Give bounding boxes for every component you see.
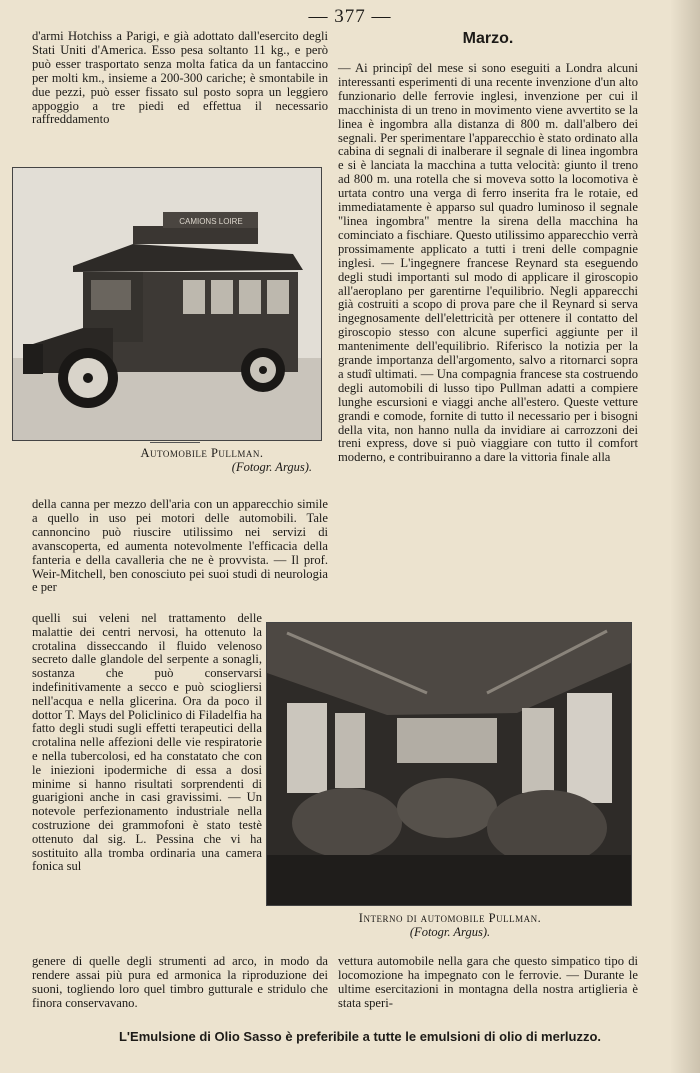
right-top-paragraph: — Ai principî del mese si sono eseguiti a Londra alcuni interessanti esperimenti di una recente invenzione d'un alto funzionario delle ferrovie inglesi, invenzione per cui il macchinista di un treno in movimento viene avvertito se la linea è ingombra alla distanza di 800 m. dall'albero dei segnali. Per sperimentare l'apparecchio è stato ordinato alla cabina di segnali di inalberare il segnale di linea ingombra e si è lanciata la macchina a tutta velocità: giunto il treno ad 800 m. una rotella che si moveva sotto la locomotiva è urtata contro una verga di ferro inserita fra le rotaie, ed immediatamente è apparso sul quadro luminoso il segnale "linea ingombra" mentre la sirena della macchina ha cominciato a fischiare. Questo utilissimo apparecchio verrà prossimamente applicato a tutti i treni delle compagnie inglesi. — L'ingegnere francese Reynard sta eseguendo degli studi importanti sul modo di applicare il giroscopio all'aeroplano per garentirne l'equilibrio. Negli apparecchi già costruiti a scopo di prova pare che il Reynard si serva ingegnosamente dell'elettricità per ottenere il contatto del giroscopio stesso con alcune superfici aggiunte per il mantenimente dell'equilibrio. Riferisco la notizia per la grande importanza dell'argomento, salvo a ritornarci sopra a studî ultimati. — Una compagnia francese sta costruendo degli automobili di lusso tipo Pullman adatti a compiere lunghe escursioni e viaggi anche all'estero. Queste vetture grandi e comode, fornite di tutto il necessario per i bisogni della vita, non hanno nulla da invidiare ai carrozzoni dei treni express, dove si può viaggiare con tutto il comfort moderno, e contribuiranno a dare la vittoria finale alla: [338, 61, 638, 465]
left-narrow-text: [32, 612, 262, 874]
right-top-text: [338, 62, 638, 465]
bus-illustration: [13, 168, 321, 440]
left-narrow-paragraph: quelli sui veleni nel trattamento delle malattie dei centri nervosi, ha ottenuto la crotalina disseccando il fluido velenoso secreto dalle glandole del serpente a sonagli, sostanza che può conservarsi indefinitivamente a secco e può sciogliersi nell'acqua e nella glicerina. Ora da poco il dottor T. Mays del Policlinico di Filadelfia ha fatto degli studi sugli effetti terapeutici della crotalina nelle affezioni delle vie respiratorie e nella tubercolosi, ed ha constatato che con le iniezioni ipodermiche di essa a dosi minime si hanno risultati sorprendenti di guarigioni anche in casi gravissimi. — Un notevole perfezionamento industriale nella costruzione dei grammofoni è stato testè ottenuto dal sig. L. Pessina che vi ha sostituito alla tromba ordinaria una camera fonica sul: [32, 611, 262, 874]
left-bottom-paragraph: genere di quelle degli strumenti ad arco, in modo da rendere assai più pura ed armonica la riproduzione dei suoni, togliendo loro quel timbro gutturale e stridulo che finora conservavano.: [32, 954, 328, 1010]
photo2-credit: (Fotogr. Argus).: [409, 925, 491, 939]
left-mid-text: [32, 498, 328, 595]
photo1-caption-block: [72, 446, 332, 474]
photo1-credit: (Fotogr. Argus).: [231, 460, 312, 474]
right-bottom-paragraph: vettura automobile nella gara che questo simpatico tipo di locomozione ha impegnato con le ferrovie. — Durante le ultime esercitazioni in montagna della nostra artiglieria è stata speri-: [338, 954, 638, 1010]
page-number: — 377 —: [308, 6, 392, 27]
advertisement-footer: L'Emulsione di Olio Sasso è preferibile a tutte le emulsioni di olio di merluzzo.: [118, 1029, 601, 1044]
right-bottom-text: [338, 955, 638, 1011]
photo2-caption: Interno di automobile Pullman.: [358, 911, 542, 925]
left-top-paragraph: d'armi Hotchiss a Parigi, e già adottato dall'esercito degli Stati Uniti d'America. Esso pesa soltanto 11 kg., e però può esser trasportato senza molta fatica da un fantaccino per molti km., insieme a 200-300 cariche; è smontabile in due pezzi, può esser fissato sul posto sopra un leggiero appoggio a tre piedi ed effettua il necessario raffreddamento: [32, 29, 328, 127]
bus-sign-text: CAMIONS LOIRE: [179, 217, 243, 226]
left-bottom-text: [32, 955, 328, 1011]
photo2-caption-block: [300, 911, 600, 939]
month-heading: Marzo.: [462, 30, 514, 47]
pullman-interior-photo: [266, 622, 632, 906]
photo1-rule: [150, 442, 200, 443]
page-edge-shadow: [670, 0, 700, 1073]
interior-illustration: [267, 623, 631, 905]
left-top-text: [32, 30, 328, 127]
left-mid-paragraph: della canna per mezzo dell'aria con un apparecchio simile a quello in uso pei motori delle automobili. Tale cannoncino può riuscire utilissimo nei servizi di avanscoperta, ed aumenta notevolmente l'efficacia della fanteria e della cavalleria che ne è provvista. — Il prof. Weir-Mitchell, ben conosciuto pei suoi studi di neurologia e per: [32, 497, 328, 595]
photo1-caption: Automobile Pullman.: [140, 446, 264, 460]
pullman-bus-photo: [12, 167, 322, 441]
